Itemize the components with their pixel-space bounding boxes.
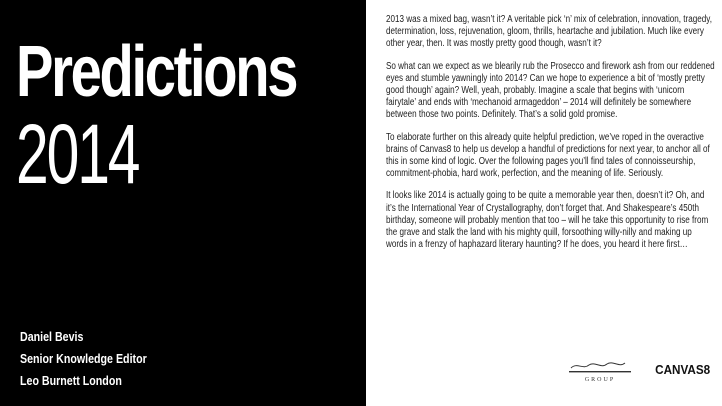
author-role: Senior Knowledge Editor: [20, 351, 147, 366]
paragraph-3: To elaborate further on this already quite helpful prediction, we’ve roped in the overactive brains of Canvas8 to help us develop a handful of predictions for next year, to anchor all of this in some kind of logic. Over the following pages you’ll find tales of connoisseurship, commitment-phobia, hard work, perfection, and the meaning of life. Seriously.: [386, 131, 710, 180]
author-company: Leo Burnett London: [20, 373, 122, 388]
canvas8-logo: CANVAS8: [654, 361, 710, 377]
author-block: [20, 326, 147, 392]
article-panel: [366, 0, 722, 406]
leo-burnett-signature-icon: [567, 354, 635, 384]
paragraph-1: 2013 was a mixed bag, wasn’t it? A veritable pick ‘n’ mix of celebration, innovation, tragedy, determination, loss, rejuvenation, gloom, thrills, heartache and jubilation. Much like every other year, then. It was mostly pretty good though, wasn’t it?: [386, 14, 712, 50]
paragraph-4: It looks like 2014 is actually going to be quite a memorable year then, doesn’t it? Oh, and it’s the International Year of Crystallography, don’t forget that. And Shakespeare’s 450th birthday, someone will probably mention that too – will he take this opportunity to rise from the grave and stalk the land with his mighty quill, forsoothing willy-nilly and making up words in a frenzy of haphazard literary haunting? If he does, you heard it here first…: [386, 190, 709, 251]
title-year: 2014: [16, 107, 139, 201]
logos: [567, 354, 710, 384]
leo-burnett-logo: [567, 354, 635, 384]
paragraph-2: So what can we expect as we blearily rub the Prosecco and firework ash from our reddened eyes and stumble yawningly into 2014? Can we hope to experience a bit of ‘mostly pretty good though’ again? Well, yeah, probably. Imagine a scale that begins with ‘unicorn fairytale’ and ends with ‘mechanoid armageddon’ – 2014 will definitely be somewhere between those two points. Definitely. That’s a solid gold promise.: [386, 60, 715, 121]
article-body: [386, 14, 715, 251]
group-label: GROUP: [584, 377, 615, 383]
page-title: Predictions: [16, 32, 297, 112]
author-name: Daniel Bevis: [20, 329, 84, 344]
